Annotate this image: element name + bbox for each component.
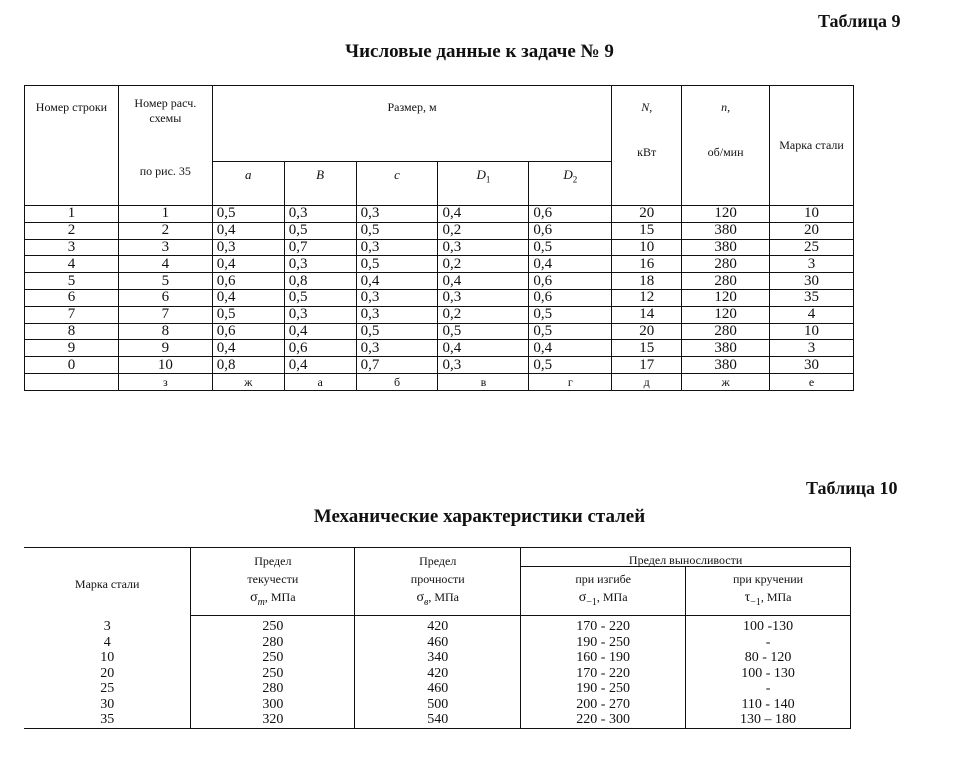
header-yield-symbol <box>191 585 355 615</box>
cell-a: 0,4 <box>212 222 284 239</box>
cell-scheme: 1 <box>118 206 212 223</box>
letter-row <box>25 373 854 390</box>
cell-bending: 200 - 270 <box>521 697 686 713</box>
cell-bending: 170 - 220 <box>521 666 686 682</box>
cell-torsion: - <box>686 682 851 698</box>
cell-scheme: 3 <box>118 239 212 256</box>
cell-row: 6 <box>25 289 119 306</box>
cell-d1: 0,5 <box>438 323 529 340</box>
cell-row: 8 <box>25 323 119 340</box>
table-row <box>25 239 854 256</box>
table-row <box>25 273 854 290</box>
cell-torsion: 100 - 130 <box>686 666 851 682</box>
cell-b: 0,3 <box>284 206 356 223</box>
cell-scheme: 5 <box>118 273 212 290</box>
cell-b: 0,5 <box>284 289 356 306</box>
cell-d2: 0,5 <box>529 239 612 256</box>
header-text: Предел выносливости <box>628 553 743 567</box>
symbol-text: τ <box>744 590 751 606</box>
table-row <box>25 357 854 374</box>
symbol-text: σ <box>250 590 258 606</box>
table-row <box>25 256 854 273</box>
cell-speed: 380 <box>682 357 770 374</box>
table-row <box>24 713 851 729</box>
header-steel <box>24 548 191 616</box>
table9 <box>24 85 854 391</box>
table-row <box>25 323 854 340</box>
cell-steel: 20 <box>100 665 115 681</box>
cell-torsion: 80 - 120 <box>686 651 851 667</box>
cell-a: 0,8 <box>212 357 284 374</box>
cell-d1: 0,4 <box>438 273 529 290</box>
letter-cell: з <box>118 373 212 390</box>
cell-ultimate: 420 <box>355 666 521 682</box>
cell-speed: 380 <box>682 340 770 357</box>
cell-yield: 280 <box>191 682 355 698</box>
letter-cell: в <box>438 373 529 390</box>
symbol-text: σ <box>578 590 587 606</box>
cell-power: 16 <box>612 256 682 273</box>
cell-yield: 250 <box>191 615 355 635</box>
cell-steel: 10 <box>770 206 854 223</box>
table10-label: Таблица 10 <box>806 478 898 498</box>
header-c <box>356 162 438 206</box>
cell-scheme: 8 <box>118 323 212 340</box>
cell-ultimate: 420 <box>355 615 521 635</box>
cell-c: 0,3 <box>356 206 438 223</box>
header-bending-symbol <box>521 585 686 615</box>
cell-row: 3 <box>25 239 119 256</box>
table10-title: Механические характеристики сталей <box>313 506 646 527</box>
cell-speed: 120 <box>682 206 770 223</box>
cell-c: 0,4 <box>356 273 438 290</box>
unit-text: , МПа <box>264 590 296 605</box>
header-yield <box>191 548 355 567</box>
header-torsion-symbol <box>686 585 851 615</box>
cell-steel: 30 <box>100 696 115 712</box>
letter-cell: а <box>284 373 356 390</box>
cell-d1: 0,3 <box>438 357 529 374</box>
header-scheme <box>118 86 212 162</box>
cell-steel: 3 <box>770 340 854 357</box>
table-row <box>25 306 854 323</box>
header-text: Марка стали <box>74 576 140 591</box>
cell-a: 0,6 <box>212 323 284 340</box>
cell-torsion: 100 -130 <box>686 615 851 635</box>
cell-c: 0,3 <box>356 289 438 306</box>
header-sub: 1 <box>485 174 491 185</box>
cell-steel: 20 <box>770 222 854 239</box>
cell-steel: 10 <box>100 650 115 666</box>
cell-b: 0,4 <box>284 323 356 340</box>
letter-cell: е <box>770 373 854 390</box>
header-size <box>212 86 611 162</box>
letter-cell: д <box>612 373 682 390</box>
symbol-sub: −1 <box>586 597 597 609</box>
cell-b: 0,7 <box>284 239 356 256</box>
cell-c: 0,5 <box>356 222 438 239</box>
cell-row: 7 <box>25 306 119 323</box>
cell-speed: 280 <box>682 323 770 340</box>
table-row <box>24 615 851 635</box>
cell-c: 0,5 <box>356 323 438 340</box>
cell-power: 17 <box>612 357 682 374</box>
cell-steel: 4 <box>103 634 111 650</box>
table-row <box>25 222 854 239</box>
cell-d1: 0,2 <box>438 222 529 239</box>
cell-b: 0,3 <box>284 306 356 323</box>
cell-a: 0,3 <box>212 239 284 256</box>
table10 <box>24 547 851 729</box>
cell-scheme: 7 <box>118 306 212 323</box>
table-row <box>24 666 851 682</box>
cell-torsion: - <box>686 635 851 651</box>
header-text: Номер расч. схемы <box>134 96 197 125</box>
cell-power: 12 <box>612 289 682 306</box>
cell-b: 0,4 <box>284 357 356 374</box>
letter-cell <box>25 373 119 390</box>
unit-text: , МПа <box>428 590 460 605</box>
cell-c: 0,3 <box>356 340 438 357</box>
cell-d2: 0,6 <box>529 206 612 223</box>
cell-a: 0,5 <box>212 206 284 223</box>
letter-cell: ж <box>682 373 770 390</box>
header-endurance <box>521 548 851 567</box>
header-ultimate <box>355 548 521 567</box>
header-text: по рис. 35 <box>139 163 191 178</box>
cell-b: 0,5 <box>284 222 356 239</box>
cell-steel: 3 <box>770 256 854 273</box>
header-ultimate-symbol <box>355 585 521 615</box>
cell-a: 0,5 <box>212 306 284 323</box>
cell-row: 5 <box>25 273 119 290</box>
header-text: Размер, м <box>387 100 437 114</box>
letter-cell: г <box>529 373 612 390</box>
cell-steel: 3 <box>103 619 111 634</box>
cell-d1: 0,2 <box>438 256 529 273</box>
cell-scheme: 4 <box>118 256 212 273</box>
table-row <box>24 697 851 713</box>
cell-power: 15 <box>612 222 682 239</box>
cell-d2: 0,5 <box>529 357 612 374</box>
header-speed <box>682 86 770 206</box>
symbol-sub: −1 <box>750 597 761 609</box>
cell-b: 0,6 <box>284 340 356 357</box>
cell-bending: 190 - 250 <box>521 635 686 651</box>
header-text: N, <box>641 100 653 114</box>
cell-power: 20 <box>612 323 682 340</box>
table9-title: Числовые данные к задаче № 9 <box>345 41 614 62</box>
cell-d2: 0,6 <box>529 289 612 306</box>
header-text: Марка стали <box>779 138 844 152</box>
letter-cell: ж <box>212 373 284 390</box>
cell-c: 0,3 <box>356 239 438 256</box>
header-text: Предел <box>254 553 292 568</box>
cell-row: 0 <box>25 357 119 374</box>
header-text: a <box>244 167 252 182</box>
cell-bending: 170 - 220 <box>521 615 686 635</box>
header-text: при изгибе <box>575 572 631 586</box>
cell-d2: 0,5 <box>529 306 612 323</box>
cell-d2: 0,6 <box>529 273 612 290</box>
cell-d1: 0,2 <box>438 306 529 323</box>
header-unit: кВт <box>637 145 657 159</box>
cell-steel: 4 <box>770 306 854 323</box>
header-text: прочности <box>410 572 465 586</box>
cell-speed: 120 <box>682 289 770 306</box>
header-text: D <box>563 167 573 182</box>
cell-steel: 25 <box>770 239 854 256</box>
cell-d1: 0,3 <box>438 289 529 306</box>
cell-steel: 25 <box>100 681 115 697</box>
cell-ultimate: 500 <box>355 697 521 713</box>
cell-steel: 30 <box>770 273 854 290</box>
cell-c: 0,7 <box>356 357 438 374</box>
cell-b: 0,8 <box>284 273 356 290</box>
cell-d1: 0,4 <box>438 340 529 357</box>
header-text: D <box>476 167 486 182</box>
table-row <box>24 682 851 698</box>
symbol-sub: т <box>257 597 265 609</box>
cell-a: 0,4 <box>212 340 284 357</box>
cell-speed: 120 <box>682 306 770 323</box>
symbol-text: σ <box>416 590 424 606</box>
header-torsion <box>686 567 851 586</box>
cell-scheme: 6 <box>118 289 212 306</box>
table9-label: Таблица 9 <box>818 11 901 31</box>
cell-row: 1 <box>25 206 119 223</box>
cell-yield: 320 <box>191 713 355 729</box>
cell-yield: 280 <box>191 635 355 651</box>
cell-a: 0,6 <box>212 273 284 290</box>
cell-row: 2 <box>25 222 119 239</box>
cell-yield: 250 <box>191 651 355 667</box>
header-text: текучести <box>247 572 299 586</box>
cell-d1: 0,4 <box>438 206 529 223</box>
cell-b: 0,3 <box>284 256 356 273</box>
cell-d2: 0,5 <box>529 323 612 340</box>
unit-text: , МПа <box>596 590 628 605</box>
table-row <box>24 635 851 651</box>
cell-d1: 0,3 <box>438 239 529 256</box>
cell-speed: 280 <box>682 256 770 273</box>
header-sub: 2 <box>572 174 578 185</box>
header-a <box>212 162 284 206</box>
header-d2 <box>529 162 612 206</box>
cell-ultimate: 460 <box>355 682 521 698</box>
cell-bending: 160 - 190 <box>521 651 686 667</box>
header-d1 <box>438 162 529 206</box>
header-ultimate-mid <box>355 567 521 586</box>
header-unit: об/мин <box>707 145 744 159</box>
header-steel <box>770 86 854 206</box>
cell-ultimate: 340 <box>355 651 521 667</box>
cell-power: 15 <box>612 340 682 357</box>
cell-speed: 280 <box>682 273 770 290</box>
cell-scheme: 2 <box>118 222 212 239</box>
cell-a: 0,4 <box>212 289 284 306</box>
header-power <box>612 86 682 206</box>
cell-steel: 35 <box>770 289 854 306</box>
cell-yield: 250 <box>191 666 355 682</box>
cell-ultimate: 460 <box>355 635 521 651</box>
symbol-sub: в <box>424 597 429 609</box>
cell-power: 20 <box>612 206 682 223</box>
header-text: c <box>394 167 400 182</box>
cell-ultimate: 540 <box>355 713 521 729</box>
cell-bending: 190 - 250 <box>521 682 686 698</box>
cell-power: 10 <box>612 239 682 256</box>
cell-row: 4 <box>25 256 119 273</box>
unit-text: , МПа <box>760 590 792 605</box>
cell-yield: 300 <box>191 697 355 713</box>
cell-row: 9 <box>25 340 119 357</box>
cell-speed: 380 <box>682 239 770 256</box>
header-text: n, <box>721 100 731 114</box>
header-text: при кручении <box>732 572 804 586</box>
header-text: B <box>316 167 325 182</box>
table-row <box>25 340 854 357</box>
cell-power: 14 <box>612 306 682 323</box>
cell-power: 18 <box>612 273 682 290</box>
header-row-number <box>25 86 119 206</box>
header-b <box>284 162 356 206</box>
cell-torsion: 130 – 180 <box>686 713 851 729</box>
header-scheme-bottom <box>118 162 212 206</box>
cell-a: 0,4 <box>212 256 284 273</box>
cell-bending: 220 - 300 <box>521 713 686 729</box>
cell-scheme: 9 <box>118 340 212 357</box>
cell-c: 0,3 <box>356 306 438 323</box>
letter-cell: б <box>356 373 438 390</box>
cell-speed: 380 <box>682 222 770 239</box>
header-bending <box>521 567 686 586</box>
cell-scheme: 10 <box>118 357 212 374</box>
table-row <box>25 289 854 306</box>
cell-torsion: 110 - 140 <box>686 697 851 713</box>
table-row <box>24 651 851 667</box>
cell-steel: 10 <box>770 323 854 340</box>
header-yield-mid <box>191 567 355 586</box>
header-text: Номер строки <box>35 100 108 114</box>
cell-steel: 30 <box>770 357 854 374</box>
cell-d2: 0,4 <box>529 256 612 273</box>
header-text: Предел <box>419 553 457 568</box>
table-row <box>25 206 854 223</box>
cell-c: 0,5 <box>356 256 438 273</box>
cell-d2: 0,4 <box>529 340 612 357</box>
cell-d2: 0,6 <box>529 222 612 239</box>
cell-steel: 35 <box>24 713 191 729</box>
